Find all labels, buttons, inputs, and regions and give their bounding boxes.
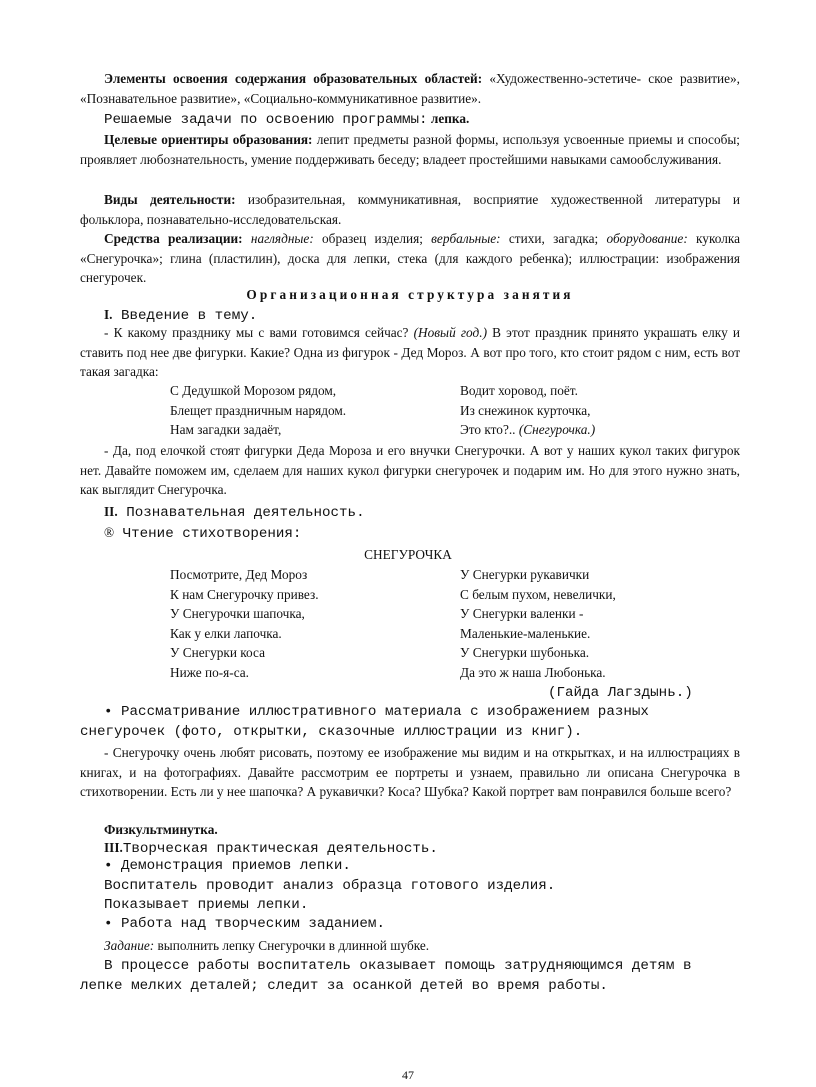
activities-label: Виды деятельности: (104, 192, 236, 207)
verse-line: У Снегурочки шапочка, (170, 606, 305, 622)
viewing-heading: • Рассматривание иллюстративного материала с изображением разных снегурочек (фото, открытки, сказочные иллюстрации из книг). (80, 704, 649, 740)
poem-right (460, 565, 616, 683)
means-visual-text: образец изделия; (313, 231, 423, 246)
section-2-number: II. (104, 504, 118, 519)
riddle-left (170, 381, 346, 440)
verse-line: Маленькие-маленькие. (460, 625, 591, 641)
task-label: Задание: (104, 938, 155, 953)
intro-question: - К какому празднику мы с вами готовимся сейчас? (104, 325, 414, 340)
targets-paragraph (80, 130, 740, 169)
viewing-paragraph: - Снегурочку очень любят рисовать, поэтому ее изображение мы видим и на открытках, и на иллюстрациях в книгах, и на фотографиях. Давайте рассмотрим ее портреты и узнаем, правильно ли описана Снегурочка в стихотворении. Есть ли у нее шапочка? А рукавички? Коса? Шубка? Какой портрет вам понравился больше всего? (80, 745, 740, 799)
elements-text: «Художественно-эстетиче- ское развитие», «Познавательное развитие», «Социально-коммуникативное развитие». (80, 71, 740, 106)
section-2-heading (80, 502, 740, 524)
verse-line: К нам Снегурочку привез. (170, 586, 319, 602)
structure-title: Организационная структура занятия (246, 287, 574, 302)
poem-title: СНЕГУРОЧКА (364, 547, 452, 562)
verse-line: Это кто?.. (460, 422, 519, 438)
physical-break: Физкультминутка. (104, 822, 218, 837)
elements-paragraph (80, 69, 740, 108)
work-line: • Работа над творческим заданием. (104, 916, 385, 932)
means-verbal-label: вербальные: (422, 231, 501, 246)
poem-left (170, 565, 319, 683)
elements-label: Элементы освоения содержания образовательных областей: (104, 71, 483, 86)
verse-line: У Снегурки рукавички (460, 567, 590, 582)
means-label: Средства реализации: (104, 231, 243, 246)
activities-text: изобразительная, коммуникативная, восприятие художественной литературы и фольклора, познавательно-исследовательская. (80, 192, 740, 227)
verse-line: Как у елки лапочка. (170, 625, 282, 641)
tasks-label: Решаемые задачи по освоению программы: (104, 112, 428, 128)
intro-text: В этот праздник принято украшать елку и ставить под нее две фигурки. Какие? Одна из фигурок - Дед Мороз. А вот про того, кто стоит рядом с ним, есть вот такая загадка: (80, 325, 740, 379)
means-paragraph (80, 229, 740, 288)
means-visual-label: наглядные: (242, 231, 314, 246)
registered-bullet-icon: ® (104, 525, 115, 540)
targets-text: лепит предметы разной формы, используя усвоенные приемы и способы; проявляет любознательность, умение поддерживать беседу; владеет простейшими навыками самообслуживания. (80, 132, 740, 167)
section-1-number: I. (104, 307, 113, 322)
verse-line: Из снежинок курточка, (460, 402, 591, 418)
tasks-line (80, 109, 740, 131)
verse-line: У Снегурки коса (170, 645, 266, 661)
verse-line: Блещет праздничным нарядом. (170, 402, 347, 418)
verse-line: С Дедушкой Морозом рядом, (170, 383, 337, 398)
reading-line (80, 523, 740, 545)
intro-answer: (Новый год.) (413, 325, 488, 340)
intro-paragraph (80, 323, 740, 382)
targets-label: Целевые ориентиры образования: (104, 132, 313, 147)
section-3-number: III. (104, 840, 123, 855)
analysis-line: Воспитатель проводит анализ образца готового изделия. (104, 878, 556, 894)
verse-line: С белым пухом, невелички, (460, 586, 616, 602)
tasks-value: лепка. (427, 111, 470, 126)
page-number: 47 (402, 1068, 414, 1082)
verse-line: Ниже по-я-са. (170, 664, 249, 680)
riddle-answer: (Снегурочка.) (518, 422, 596, 438)
verse-line: Да это ж наша Любонька. (460, 664, 606, 680)
section-2-title: Познавательная деятельность. (117, 505, 365, 521)
after-riddle-paragraph: - Да, под елочкой стоят фигурки Деда Мороза и его внучки Снегурочки. А вот у наших кукол таких фигурок нет. Давайте поможем им, сделаем для наших кукол фигурки снегурочек и подарим им. Но для этого нужно знать, как выглядит Снегурочка. (80, 443, 740, 497)
task-text: выполнить лепку Снегурочки в длинной шубке. (154, 938, 430, 953)
means-equipment-label: оборудование: (598, 231, 688, 246)
verse-line: У Снегурки валенки - (460, 606, 584, 622)
shows-line: Показывает приемы лепки. (104, 897, 309, 913)
process-paragraph: В процессе работы воспитатель оказывает помощь затрудняющимся детям в лепке мелких деталей; следит за осанкой детей во время работы. (80, 958, 692, 994)
verse-line: Посмотрите, Дед Мороз (170, 567, 308, 582)
reading-text: Чтение стихотворения: (114, 526, 302, 542)
section-1-title: Введение в тему. (112, 308, 258, 324)
activities-paragraph (80, 190, 740, 229)
section-3-title: Творческая практическая деятельность. (122, 841, 438, 857)
task-line (80, 936, 740, 956)
verse-line: У Снегурки шубонька. (460, 645, 590, 661)
verse-line: Водит хоровод, поёт. (460, 383, 578, 398)
riddle-right (460, 381, 595, 440)
verse-line: Нам загадки задаёт, (170, 422, 282, 438)
means-equipment-text: куколка «Снегурочка»; глина (пластилин), доска для лепки, стека (для каждого ребенка); иллюстрации: изображения снегурочек. (80, 231, 740, 285)
poem-author: (Гайда Лагздынь.) (548, 685, 693, 701)
demo-line: • Демонстрация приемов лепки. (104, 858, 351, 874)
means-verbal-text: стихи, загадка; (500, 231, 599, 246)
